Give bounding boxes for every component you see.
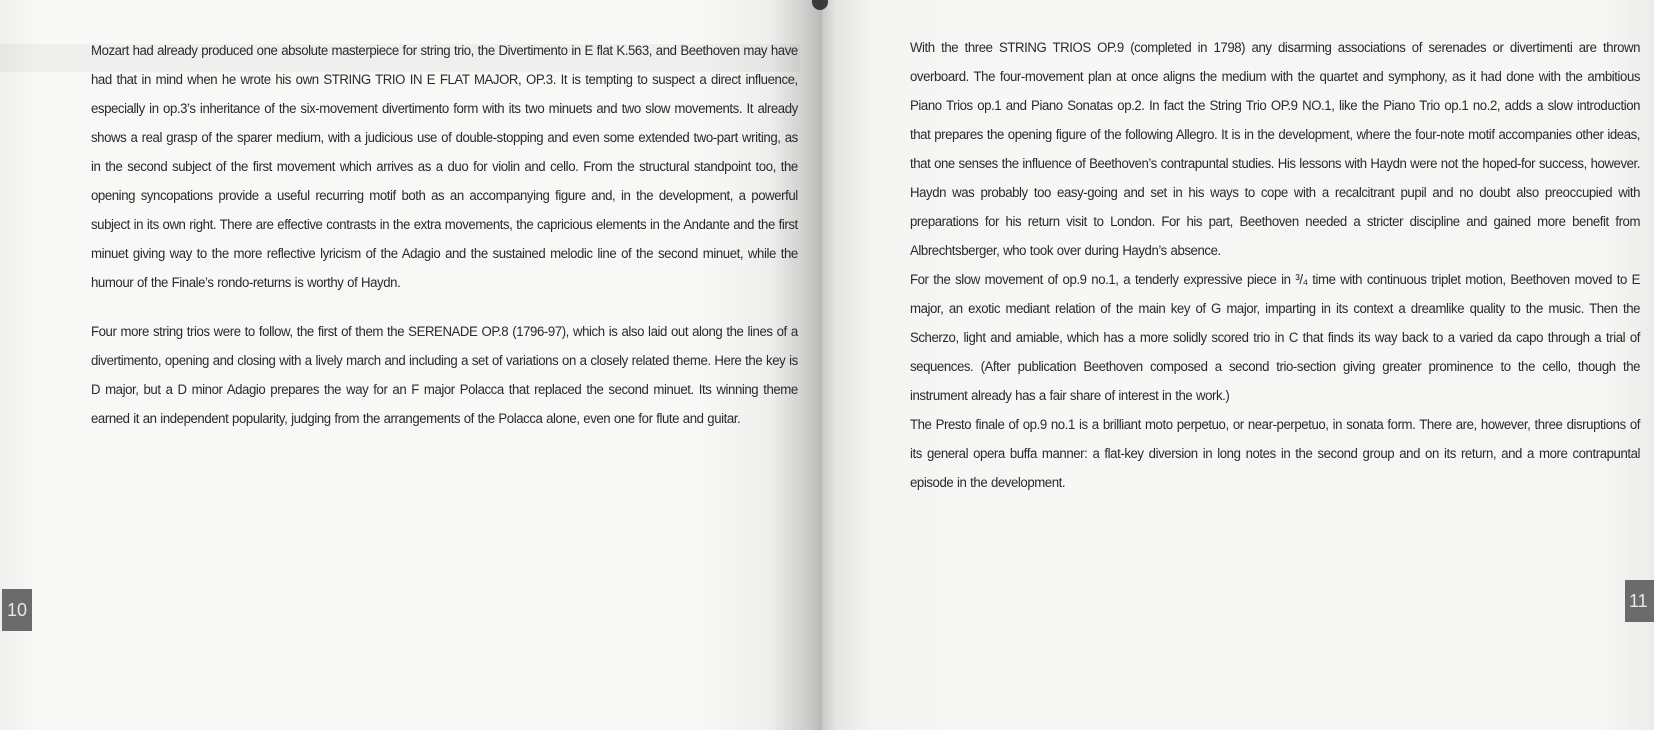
left-page — [0, 0, 822, 730]
left-page-body — [91, 37, 798, 434]
right-page-body — [910, 34, 1640, 498]
paragraph-op9-intro: With the three STRING TRIOS OP.9 (completed in 1798) any disarming associations of serenades or divertimenti are thrown overboard. The four-movement plan at once aligns the medium with the quartet and symphony, as it had done with the ambitious Piano Trios op.1 and Piano Sonatas op.2. In fact the String Trio OP.9 NO.1, like the Piano Trio op.1 no.2, adds a slow introduction that prepares the opening figure of the following Allegro. It is in the development, where the four-note motif accompanies other ideas, that one senses the influence of Beethoven’s contrapuntal studies. His lessons with Haydn were not the hoped-for success, however. Haydn was probably too easy-going and set in his ways to cope with a recalcitrant pupil and no doubt also preoccupied with preparations for his return visit to London. For his part, Beethoven needed a stricter discipline and gained more benefit from Albrechtsberger, who took over during Haydn’s absence. — [910, 40, 1641, 259]
page-number-left: 10 — [2, 589, 32, 631]
paragraph-op3: Mozart had already produced one absolute masterpiece for string trio, the Divertimento in E flat K.563, and Beethoven may have had that in mind when he wrote his own STRING TRIO IN E FLAT MAJOR, OP.3. It is tempting to suspect a direct influence, especially in op.3’s inheritance of the six-movement divertimento form with its two minuets and two slow movements. It already shows a real grasp of the sparer medium, with a judicious use of double-stopping and even some extended two-part writing, as in the second subject of the first movement which arrives as a duo for violin and cello. From the structural standpoint too, the opening syncopations provide a useful recurring motif both as an accompanying figure and, in the development, a powerful subject in its own right. There are effective contrasts in the extra movements, the capricious elements in the Andante and the first minuet giving way to the more reflective lyricism of the Adagio and the sustained melodic line of the second minuet, while the humour of the Finale’s rondo-returns is worthy of Haydn. — [91, 43, 798, 291]
paragraph-op9-slow-movement: For the slow movement of op.9 no.1, a tenderly expressive piece in ³/₄ time with continuous triplet motion, Beethoven moved to E major, an exotic mediant relation of the main key of G major, imparting in its context a dreamlike quality to the music. Then the Scherzo, light and amiable, which has a more solidly scored trio in C that finds its way back to a varied da capo through a trial of sequences. (After publication Beethoven composed a second trio-section giving greater prominence to the cello, though the instrument already has a fair share of interest in the work.) — [910, 272, 1641, 404]
paragraph-op8: Four more string trios were to follow, the first of them the SERENADE OP.8 (1796-97), which is also laid out along the lines of a divertimento, opening and closing with a lively march and including a set of variations on a closely related theme. Here the key is D major, but a D minor Adagio prepares the way for an F major Polacca that replaced the second minuet. Its winning theme earned it an independent popularity, judging from the arrangements of the Polacca alone, even one for flute and guitar. — [91, 324, 798, 427]
paragraph-op9-finale: The Presto finale of op.9 no.1 is a brilliant moto perpetuo, or near-perpetuo, in sonata form. There are, however, three disruptions of its general opera buffa manner: a flat-key diversion in long notes in the second group and on its return, and a more contrapuntal episode in the development. — [910, 417, 1641, 491]
page-number-right: 11 — [1625, 580, 1654, 622]
